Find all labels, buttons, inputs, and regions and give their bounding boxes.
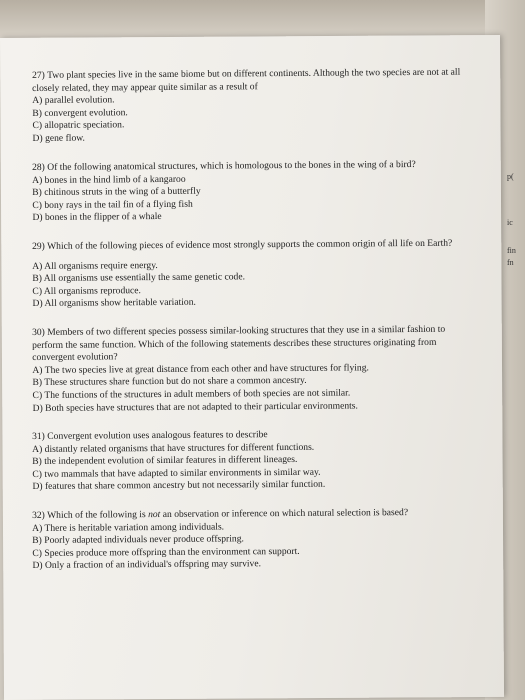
question-text: 29) Which of the following pieces of evidence most strongly supports the common origin of all life on Earth? (32, 237, 453, 252)
emphasis-not: not (148, 508, 161, 520)
option-d: D) Both species have structures that are not adapted to their particular environments. (32, 399, 358, 414)
option-c: C) two mammals that have adapted to similar environments in similar way. (32, 466, 321, 480)
background-surface (0, 0, 525, 40)
option-b: B) All organisms use essentially the same genetic code. (32, 271, 246, 284)
margin-note: ic (507, 218, 513, 227)
option-a: A) parallel evolution. (32, 94, 115, 107)
option-d: D) All organisms show heritable variation. (32, 296, 196, 309)
option-c: C) Species produce more offspring than the environment can support. (32, 545, 300, 559)
margin-note: fn (507, 258, 514, 267)
option-c: C) allopatric speciation. (32, 119, 125, 132)
option-d: D) Only a fraction of an individual's offspring may survive. (32, 558, 262, 571)
question-27 (32, 67, 463, 146)
option-a: A) The two species live at great distance from each other and have structures for flying. (32, 361, 369, 376)
option-b: B) chitinous struts in the wing of a butterfly (32, 185, 201, 198)
question-text: 32) Which of the following is not an observation or inference on which natural selection is based? (32, 506, 409, 521)
question-31 (32, 427, 462, 493)
option-b: B) These structures share function but do not share a common ancestry. (32, 374, 307, 388)
question-text: 28) Of the following anatomical structures, which is homologous to the bones in the wing of a bird? (32, 158, 416, 173)
margin-note: fin (507, 246, 516, 255)
option-b: B) the independent evolution of similar features in different lineages. (32, 453, 298, 467)
option-a: A) distantly related organisms that have structures for different functions. (32, 441, 315, 455)
question-text: 31) Convergent evolution uses analogous features to describe (32, 428, 268, 442)
margin-note: p( (507, 172, 514, 181)
question-32 (32, 506, 462, 572)
option-c: C) bony rays in the tail fin of a flying fish (32, 198, 193, 211)
option-a: A) There is heritable variation among individuals. (32, 520, 225, 534)
option-b: B) Poorly adapted individuals never produce offspring. (32, 533, 244, 546)
question-text: 30) Members of two different species possess similar-looking structures that they use in a similar fashion to perform the same function. Which of the following statements describes these structures originating from convergent evolution? (32, 323, 446, 363)
question-29 (32, 237, 463, 310)
option-d: D) gene flow. (32, 132, 85, 144)
question-30 (32, 323, 463, 415)
option-b: B) convergent evolution. (32, 107, 128, 119)
question-28 (32, 158, 462, 224)
option-a: A) bones in the hind limb of a kangaroo (32, 172, 186, 186)
option-a: A) All organisms require energy. (32, 259, 158, 272)
option-c: C) All organisms reproduce. (32, 284, 141, 297)
question-list (32, 66, 462, 589)
option-d: D) features that share common ancestry but not necessarily similar function. (32, 478, 326, 493)
question-text: 27) Two plant species live in the same biome but on different continents. Although the two species are not at all closely related, they may appear quite similar as a result of (32, 66, 461, 94)
option-c: C) The functions of the structures in adult members of both species are not similar. (32, 386, 351, 401)
option-d: D) bones in the flipper of a whale (32, 210, 162, 223)
